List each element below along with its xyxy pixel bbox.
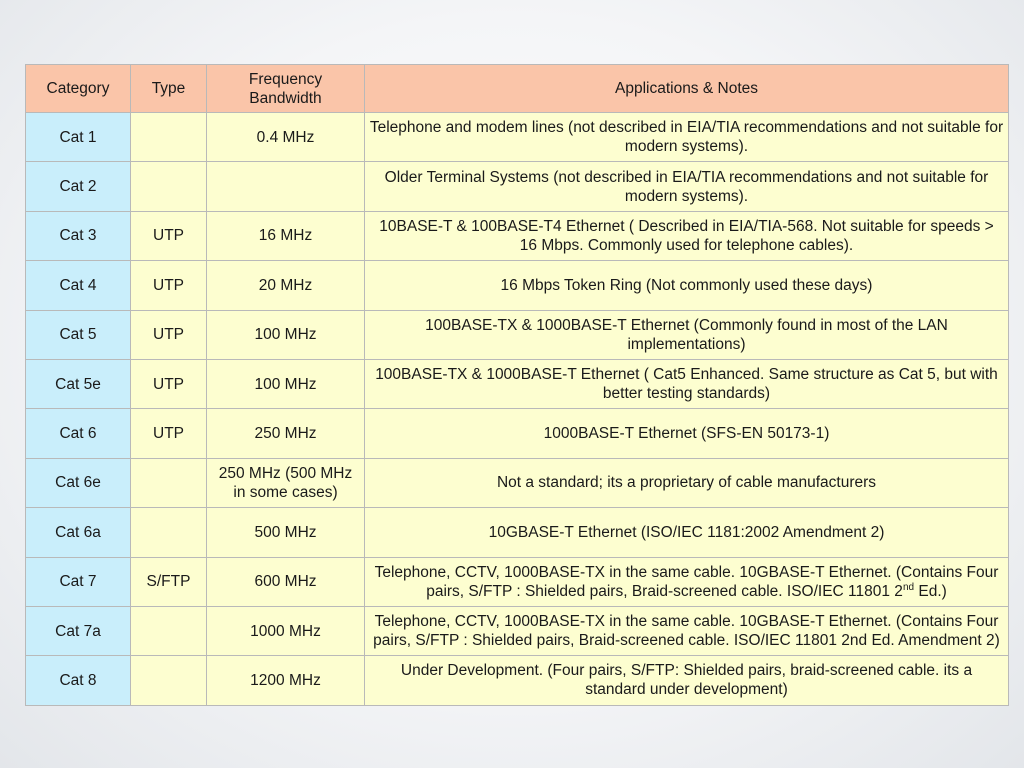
header-frequency-line1: Frequency — [248, 70, 323, 88]
frequency-cell: 600 MHz — [207, 557, 365, 606]
category-cell: Cat 5 — [26, 310, 131, 359]
table-header-row — [26, 65, 1009, 113]
header-applications: Applications & Notes — [365, 65, 1009, 113]
header-frequency-line2: Bandwidth — [249, 89, 322, 107]
table-row — [26, 211, 1009, 260]
notes-cell: Telephone and modem lines (not described in EIA/TIA recommendations and not suitable for modern systems). — [365, 113, 1009, 162]
type-cell — [131, 162, 207, 211]
table-row — [26, 310, 1009, 359]
frequency-cell: 100 MHz — [207, 310, 365, 359]
notes-cell: 16 Mbps Token Ring (Not commonly used these days) — [365, 261, 1009, 310]
category-cell: Cat 8 — [26, 656, 131, 705]
category-cell: Cat 2 — [26, 162, 131, 211]
category-cell: Cat 5e — [26, 359, 131, 408]
type-cell: S/FTP — [131, 557, 207, 606]
frequency-cell: 250 MHz — [207, 409, 365, 458]
notes-cell: Telephone, CCTV, 1000BASE-TX in the same cable. 10GBASE-T Ethernet. (Contains Four pairs, S/FTP : Shielded pairs, Braid-screened cable. ISO/IEC 11801 2nd Ed. Amendment 2) — [365, 606, 1009, 655]
table-row — [26, 261, 1009, 310]
frequency-cell: 1200 MHz — [207, 656, 365, 705]
frequency-cell: 250 MHz (500 MHz in some cases) — [207, 458, 365, 507]
type-cell: UTP — [131, 310, 207, 359]
category-cell: Cat 7 — [26, 557, 131, 606]
category-cell: Cat 7a — [26, 606, 131, 655]
type-cell — [131, 113, 207, 162]
type-cell — [131, 458, 207, 507]
table-row — [26, 656, 1009, 705]
category-cell: Cat 6a — [26, 508, 131, 557]
cable-category-table — [25, 64, 1009, 706]
type-cell: UTP — [131, 211, 207, 260]
type-cell — [131, 656, 207, 705]
category-cell: Cat 6e — [26, 458, 131, 507]
frequency-cell: 20 MHz — [207, 261, 365, 310]
frequency-cell: 100 MHz — [207, 359, 365, 408]
header-frequency — [207, 65, 365, 113]
frequency-cell: 500 MHz — [207, 508, 365, 557]
table-row — [26, 113, 1009, 162]
type-cell: UTP — [131, 409, 207, 458]
type-cell — [131, 606, 207, 655]
notes-cell: 10GBASE-T Ethernet (ISO/IEC 1181:2002 Amendment 2) — [365, 508, 1009, 557]
ordinal-superscript: nd — [902, 581, 915, 593]
table-row — [26, 162, 1009, 211]
table-row — [26, 557, 1009, 606]
type-cell: UTP — [131, 359, 207, 408]
header-category: Category — [26, 65, 131, 113]
notes-text: Telephone, CCTV, 1000BASE-TX in the same cable. 10GBASE-T Ethernet. (Contains Four pairs, S/FTP : Shielded pairs, Braid-screened cable. ISO/IEC 11801 2 — [374, 563, 999, 600]
table-row — [26, 508, 1009, 557]
notes-cell: Older Terminal Systems (not described in EIA/TIA recommendations and not suitable for modern systems). — [365, 162, 1009, 211]
notes-text-tail: Ed.) — [914, 582, 947, 600]
table-row — [26, 409, 1009, 458]
type-cell — [131, 508, 207, 557]
category-cell: Cat 3 — [26, 211, 131, 260]
notes-cell: 100BASE-TX & 1000BASE-T Ethernet ( Cat5 Enhanced. Same structure as Cat 5, but with better testing standards) — [365, 359, 1009, 408]
frequency-cell: 16 MHz — [207, 211, 365, 260]
category-cell: Cat 1 — [26, 113, 131, 162]
table-row — [26, 359, 1009, 408]
table-row — [26, 606, 1009, 655]
notes-cell — [365, 557, 1009, 606]
frequency-cell: 0.4 MHz — [207, 113, 365, 162]
table-row — [26, 458, 1009, 507]
category-cell: Cat 6 — [26, 409, 131, 458]
type-cell: UTP — [131, 261, 207, 310]
notes-cell: Under Development. (Four pairs, S/FTP: Shielded pairs, braid-screened cable. its a standard under development) — [365, 656, 1009, 705]
notes-cell: 10BASE-T & 100BASE-T4 Ethernet ( Described in EIA/TIA-568. Not suitable for speeds > 16 Mbps. Commonly used for telephone cables). — [365, 211, 1009, 260]
frequency-cell — [207, 162, 365, 211]
notes-cell: 100BASE-TX & 1000BASE-T Ethernet (Commonly found in most of the LAN implementations) — [365, 310, 1009, 359]
header-type: Type — [131, 65, 207, 113]
category-cell: Cat 4 — [26, 261, 131, 310]
frequency-cell: 1000 MHz — [207, 606, 365, 655]
notes-cell: Not a standard; its a proprietary of cable manufacturers — [365, 458, 1009, 507]
notes-cell: 1000BASE-T Ethernet (SFS-EN 50173-1) — [365, 409, 1009, 458]
